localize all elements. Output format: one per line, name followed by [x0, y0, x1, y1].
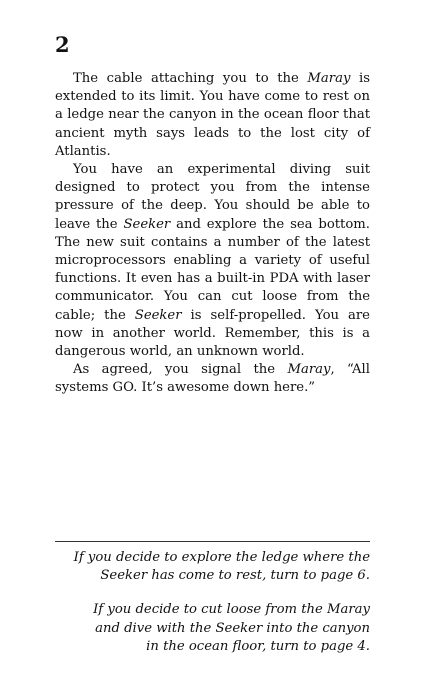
choice-line: in the ocean floor, turn to page 4.: [146, 638, 370, 654]
story-paragraph: The cable attaching you to the Maray is extended to its limit. You have come to rest on a ledge near the canyon in the ocean floor that ancient myth says leads to the lost city of Atlantis.: [55, 71, 370, 159]
story-paragraph: You have an experimental diving suit designed to protect you from the intense pressure of the deep. You should be able to leave the Seeker and explore the sea bottom. The new suit contains a number of the latest microprocessors enabling a variety of useful functions. It even has a built-in PDA with laser communicator. You can cut loose from the cable; the Seeker is self-propelled. You are now in another world. Remember, this is a dangerous world, an unknown world.: [55, 162, 370, 360]
choice-line: If you decide to explore the ledge where the: [73, 550, 370, 565]
choice-explore-ledge[interactable]: [55, 549, 370, 585]
choice-dive-canyon[interactable]: [55, 601, 370, 656]
choices-section: [55, 549, 370, 656]
page-number: 2: [55, 32, 70, 57]
choice-line: Seeker has come to rest, turn to page 6.: [100, 568, 370, 584]
choices-divider: [55, 541, 370, 542]
story-text: [55, 70, 370, 398]
choice-line: If you decide to cut loose from the Maray: [93, 602, 370, 618]
story-paragraph: As agreed, you signal the Maray, “All systems GO. It’s awesome down here.”: [55, 362, 370, 396]
choice-line: and dive with the Seeker into the canyon: [95, 620, 370, 636]
